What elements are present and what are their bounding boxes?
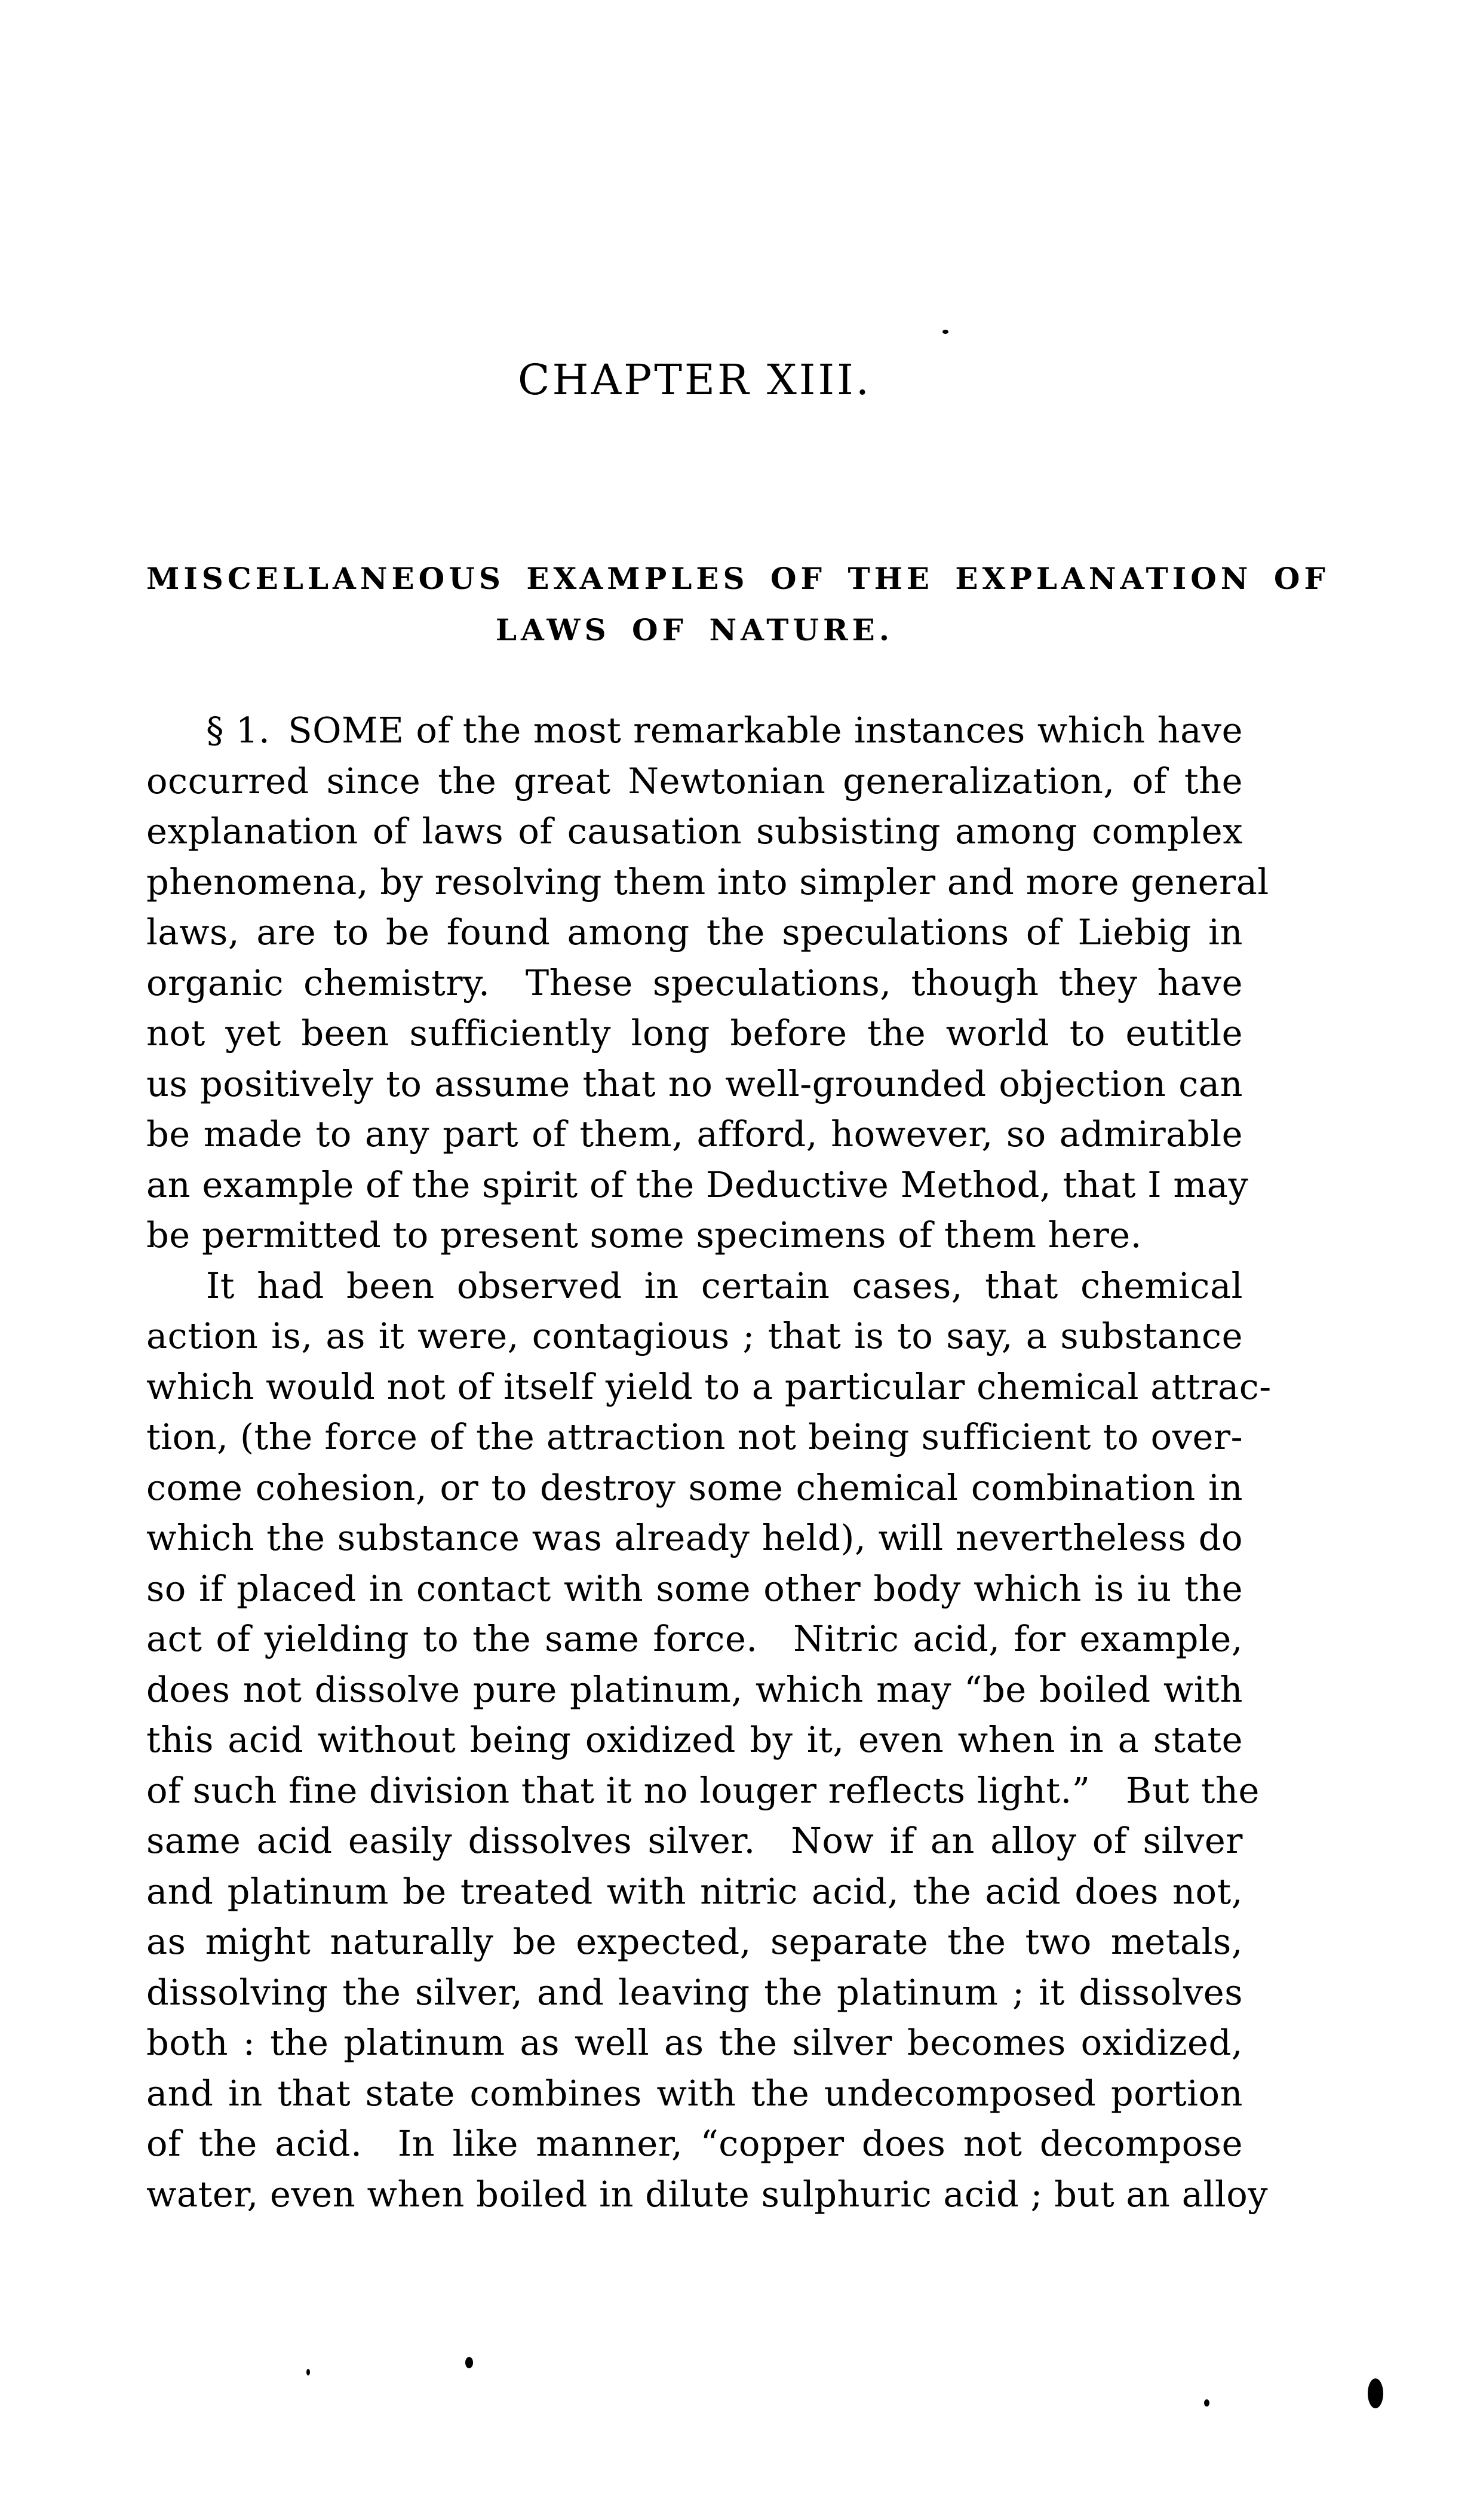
text-line: and in that state combines with the undecomposed portion xyxy=(146,2072,1243,2114)
text-line: be permitted to present some specimens of them here. xyxy=(146,1214,1142,1256)
text-line: us positively to assume that no well-grounded objection can xyxy=(146,1063,1243,1104)
text-line: which the substance was already held), will nevertheless do xyxy=(146,1517,1243,1558)
text-line: be made to any part of them, afford, however, so admirable xyxy=(146,1113,1243,1155)
text-line: so if placed in contact with some other body which is iu the xyxy=(146,1567,1243,1609)
text-line: not yet been sufficiently long before the world to eutitle xyxy=(146,1012,1243,1054)
text-line: phenomena, by resolving them into simpler and more general xyxy=(146,861,1269,903)
text-line: an example of the spirit of the Deductive Method, that I may xyxy=(146,1164,1249,1205)
text-line: occurred since the great Newtonian generalization, of the xyxy=(146,760,1243,802)
text-line: and platinum be treated with nitric acid, the acid does not, xyxy=(146,1870,1243,1912)
text-line: as might naturally be expected, separate the two metals, xyxy=(146,1921,1243,1962)
text-line: which would not of itself yield to a particular chemical attrac- xyxy=(146,1365,1272,1407)
text-line: action is, as it were, contagious ; that is to say, a substance xyxy=(146,1315,1243,1356)
text-line: this acid without being oxidized by it, even when in a state xyxy=(146,1719,1243,1760)
body-text xyxy=(146,705,1272,2220)
text-line: organic chemistry. These speculations, though they have xyxy=(146,962,1243,1003)
text-block xyxy=(146,0,1329,2520)
subtitle-line-2: LAWS OF NATURE. xyxy=(495,612,894,647)
text-line: of such fine division that it no louger reflects light.” But the xyxy=(146,1769,1260,1811)
chapter-heading: CHAPTER XIII. xyxy=(517,355,872,404)
text-line: explanation of laws of causation subsisting among complex xyxy=(146,811,1243,852)
text-line: act of yielding to the same force. Nitric acid, for example, xyxy=(146,1618,1243,1659)
text-line: of the acid. In like manner, “copper does not decompose xyxy=(146,2123,1243,2164)
subtitle-line-1: MISCELLANEOUS EXAMPLES OF THE EXPLANATION OF xyxy=(146,561,1329,596)
text-line: laws, are to be found among the speculations of Liebig in xyxy=(146,911,1243,953)
text-line: both : the platinum as well as the silver becomes oxidized, xyxy=(146,2022,1243,2063)
text-line: It had been observed in certain cases, that chemical xyxy=(206,1264,1243,1306)
chapter-subtitle xyxy=(146,553,1329,656)
text-line: come cohesion, or to destroy some chemical combination in xyxy=(146,1466,1243,1508)
ink-speck xyxy=(1368,2378,1383,2408)
text-line: same acid easily dissolves silver. Now if an alloy of silver xyxy=(146,1820,1243,1861)
text-line: § 1. SOME of the most remarkable instances which have xyxy=(206,710,1243,751)
text-line: tion, (the force of the attraction not being sufficient to over- xyxy=(146,1416,1243,1457)
text-line: water, even when boiled in dilute sulphuric acid ; but an alloy xyxy=(146,2173,1269,2215)
text-line: dissolving the silver, and leaving the platinum ; it dissolves xyxy=(146,1971,1243,2013)
text-line: does not dissolve pure platinum, which may “be boiled with xyxy=(146,1668,1243,1710)
